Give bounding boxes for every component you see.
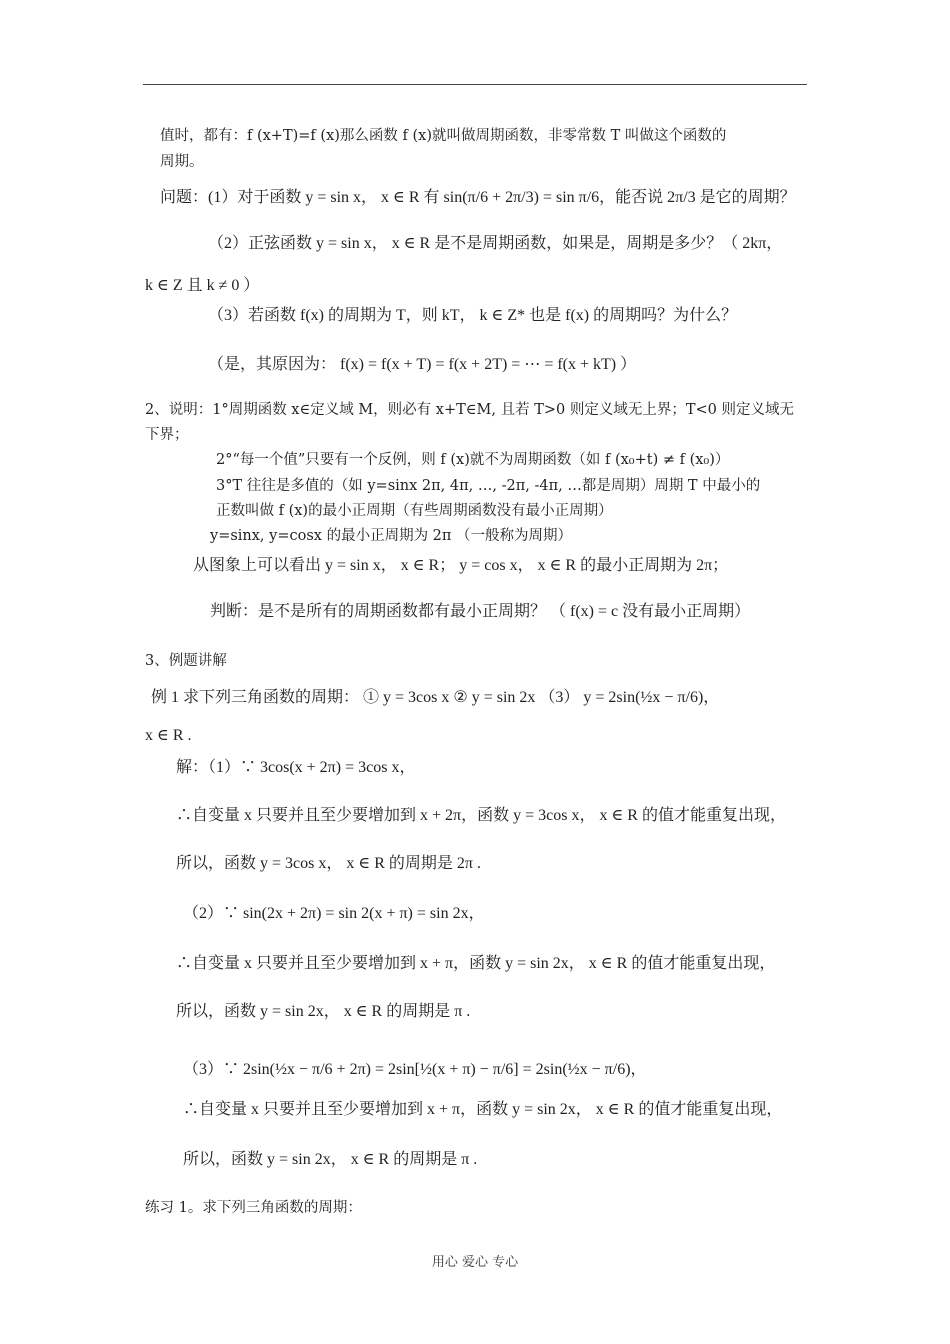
text-line-10: 2°“每一个值”只要有一个反例，则 f (x)就不为周期函数（如 f (x₀+t) ≠ f (x₀)）: [216, 452, 730, 468]
text-line-9: 下界；: [145, 427, 189, 443]
text-line-15: 判断：是不是所有的周期函数都有最小正周期？ （ f(x) = c 没有最小正周期）: [210, 603, 751, 620]
text-line-26: ∴自变量 x 只要并且至少要增加到 x + π，函数 y = sin 2x， x ∈ R 的值才能重复出现，: [183, 1101, 783, 1118]
text-line-13: y=sinx, y=cosx 的最小正周期为 2π （一般称为周期）: [210, 528, 573, 544]
text-line-6: （3）若函数 f(x) 的周期为 T，则 kT， k ∈ Z* 也是 f(x) 的周期吗？为什么？: [208, 307, 738, 324]
text-line-17: 例 1 求下列三角函数的周期： ① y = 3cos x ② y = sin 2x （3） y = 2sin(½x − π/6)，: [151, 689, 720, 706]
text-line-1: 值时，都有：f (x+T)=f (x)那么函数 f (x)就叫做周期函数，非零常数 T 叫做这个函数的: [160, 128, 727, 144]
text-line-28: 练习 1。求下列三角函数的周期：: [145, 1200, 362, 1216]
text-line-12: 正数叫做 f (x)的最小正周期（有些周期函数没有最小正周期）: [216, 503, 613, 519]
text-line-20: ∴自变量 x 只要并且至少要增加到 x + 2π，函数 y = 3cos x， x ∈ R 的值才能重复出现，: [176, 807, 786, 824]
text-line-4: （2）正弦函数 y = sin x， x ∈ R 是不是周期函数，如果是，周期是多少？（ 2kπ，: [208, 235, 783, 252]
header-rule: [143, 84, 807, 85]
page-footer: 用心 爱心 专心: [431, 1255, 519, 1270]
text-line-11: 3°T 往往是多值的（如 y=sinx 2π, 4π, …, -2π, -4π, …都是周期）周期 T 中最小的: [216, 478, 761, 494]
text-line-8: 2、说明：1°周期函数 x∈定义域 M，则必有 x+T∈M, 且若 T>0 则定义域无上界；T<0 则定义域无: [145, 402, 794, 418]
text-line-16: 3、例题讲解: [145, 653, 227, 669]
text-line-3: 问题：(1）对于函数 y = sin x， x ∈ R 有 sin(π/6 + 2π/3) = sin π/6，能否说 2π/3 是它的周期？: [160, 189, 796, 206]
text-line-21: 所以，函数 y = 3cos x， x ∈ R 的周期是 2π .: [176, 855, 481, 872]
text-line-7: （是，其原因为： f(x) = f(x + T) = f(x + 2T) = ⋯ = f(x + kT) ）: [208, 356, 637, 373]
text-line-23: ∴自变量 x 只要并且至少要增加到 x + π，函数 y = sin 2x， x ∈ R 的值才能重复出现，: [176, 955, 776, 972]
text-line-14: 从图象上可以看出 y = sin x， x ∈ R； y = cos x， x ∈ R 的最小正周期为 2π；: [193, 557, 729, 574]
text-line-27: 所以，函数 y = sin 2x， x ∈ R 的周期是 π .: [183, 1151, 478, 1168]
text-line-19: 解：（1）∵ 3cos(x + 2π) = 3cos x，: [176, 759, 416, 776]
text-line-25: （3）∵ 2sin(½x − π/6 + 2π) = 2sin[½(x + π) − π/6] = 2sin(½x − π/6)，: [183, 1061, 647, 1078]
text-line-22: （2）∵ sin(2x + 2π) = sin 2(x + π) = sin 2x，: [183, 905, 485, 922]
text-line-5: k ∈ Z 且 k ≠ 0 ）: [145, 277, 260, 294]
text-line-2: 周期。: [160, 154, 204, 170]
text-line-18: x ∈ R .: [145, 727, 192, 744]
text-line-24: 所以，函数 y = sin 2x， x ∈ R 的周期是 π .: [176, 1003, 471, 1020]
